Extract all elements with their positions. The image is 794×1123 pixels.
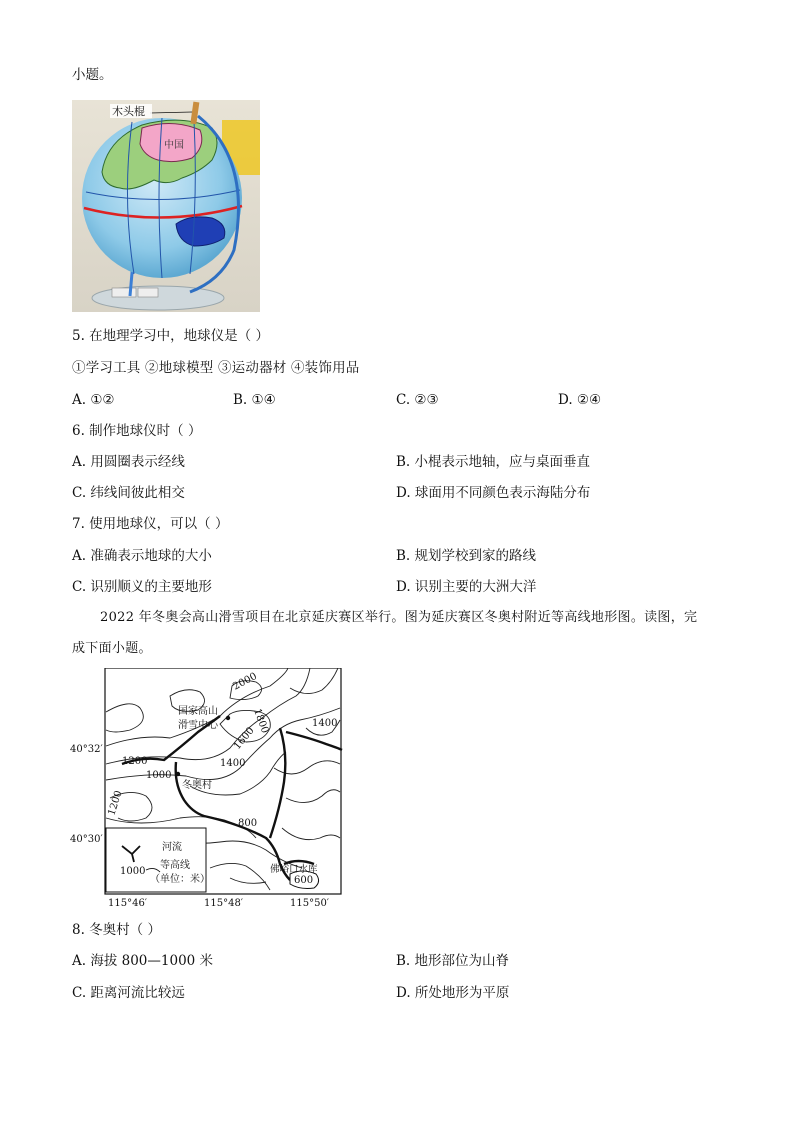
lon-label-11548: 115°48′	[204, 898, 244, 909]
legend-contour-sample: 1000	[120, 866, 146, 877]
lon-label-11546: 115°46′	[108, 898, 148, 909]
legend-contour: 等高线	[160, 860, 190, 871]
contour-label-600: 600	[294, 875, 314, 886]
china-label: 中国	[164, 140, 184, 151]
contour-label-1600: 1600	[231, 725, 257, 752]
q5-option-a[interactable]: A. ①②	[72, 392, 115, 408]
contour-label-1200b: 1200	[106, 789, 125, 817]
q8-option-a[interactable]: A. 海拔 800—1000 米	[72, 953, 214, 969]
q5-stem: 5. 在地理学习中，地球仪是（ ）	[72, 328, 269, 344]
q6-option-c[interactable]: C. 纬线间彼此相交	[72, 485, 185, 501]
q7-option-b[interactable]: B. 规划学校到家的路线	[396, 548, 537, 564]
q7-option-c[interactable]: C. 识别顺义的主要地形	[72, 579, 212, 595]
q6-option-d[interactable]: D. 球面用不同颜色表示海陆分布	[396, 485, 591, 501]
legend-river: 河流	[162, 842, 182, 853]
lon-label-11550: 115°50′	[290, 898, 330, 909]
contour-label-800: 800	[238, 818, 258, 829]
ski-center-label-2: 滑雪中心	[178, 720, 218, 731]
q8-option-b[interactable]: B. 地形部位为山脊	[396, 953, 510, 969]
q7-option-a[interactable]: A. 准确表示地球的大小	[72, 548, 212, 564]
village-label: 冬奥村	[182, 780, 212, 791]
q7-option-d[interactable]: D. 识别主要的大洲大洋	[396, 579, 537, 595]
intro-tail: 小题。	[72, 67, 113, 83]
contour-label-1200: 1200	[122, 756, 148, 767]
lat-label-4032: 40°32′	[70, 744, 103, 755]
contour-label-1000: 1000	[146, 770, 172, 781]
lat-label-4030: 40°30′	[70, 834, 103, 845]
q7-stem: 7. 使用地球仪，可以（ ）	[72, 516, 229, 532]
q6-option-b[interactable]: B. 小棍表示地轴，应与桌面垂直	[396, 454, 591, 470]
q6-stem: 6. 制作地球仪时（ ）	[72, 423, 202, 439]
contour-label-2000: 2000	[231, 670, 259, 693]
stick-label: 木头棍	[112, 105, 145, 118]
globe-photo	[72, 100, 260, 312]
contour-label-1400: 1400	[220, 758, 246, 769]
q5-option-b[interactable]: B. ①④	[233, 392, 276, 408]
q5-option-d[interactable]: D. ②④	[558, 392, 602, 408]
q6-option-a[interactable]: A. 用圆圈表示经线	[72, 454, 185, 470]
contour-label-1400b: 1400	[312, 718, 338, 729]
passage-line-1: 2022 年冬奥会高山滑雪项目在北京延庆赛区举行。图为延庆赛区冬奥村附近等高线地形图。读图，完	[100, 610, 698, 625]
q8-option-d[interactable]: D. 所处地形为平原	[396, 985, 510, 1001]
q5-items: ①学习工具 ②地球模型 ③运动器材 ④装饰用品	[72, 360, 360, 376]
ski-center-label-1: 国家高山	[178, 706, 218, 717]
passage-line-2: 成下面小题。	[72, 641, 152, 656]
legend-unit: （单位：米）	[150, 874, 210, 885]
contour-map	[70, 668, 360, 910]
q8-option-c[interactable]: C. 距离河流比较远	[72, 985, 185, 1001]
contour-label-1800: 1800	[251, 707, 271, 735]
q5-option-c[interactable]: C. ②③	[396, 392, 439, 408]
reservoir-label: 佛峪口水库	[270, 864, 318, 875]
q8-stem: 8. 冬奥村（ ）	[72, 922, 161, 938]
